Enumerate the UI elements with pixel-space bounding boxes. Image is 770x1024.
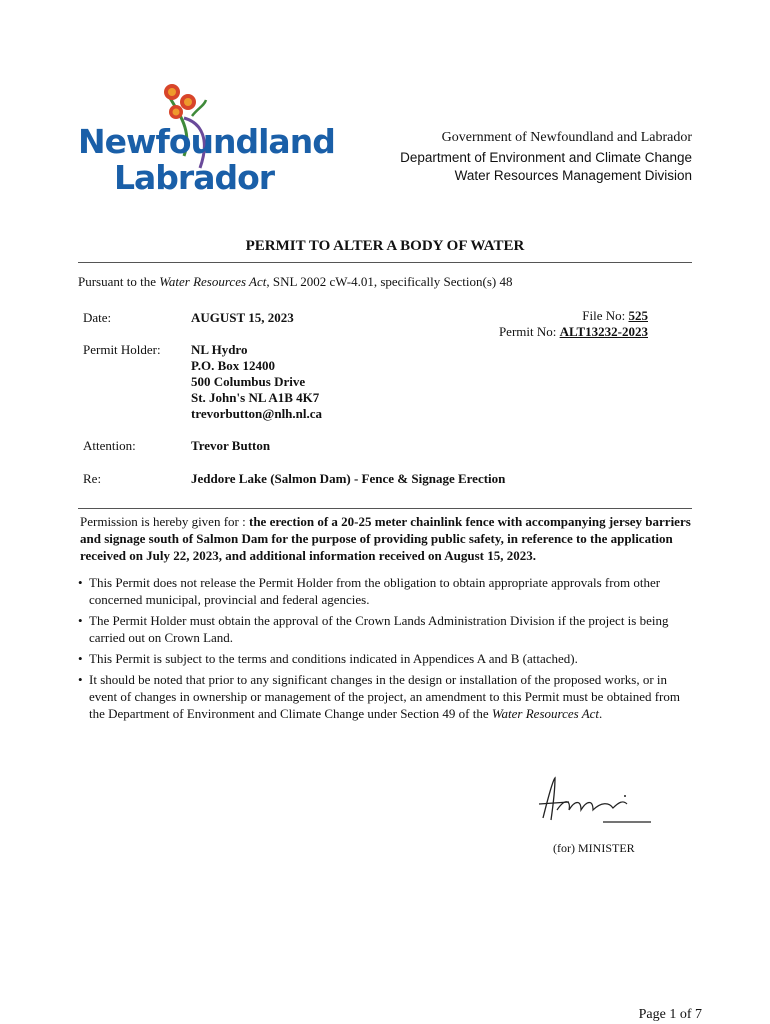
act-name: Water Resources Act bbox=[491, 706, 600, 721]
attention-label: Attention: bbox=[83, 438, 136, 453]
conditions-list bbox=[78, 574, 694, 726]
government-name: Government of Newfoundland and Labrador bbox=[441, 130, 692, 145]
holder-line: NL Hydro bbox=[191, 342, 248, 357]
attention-value: Trevor Button bbox=[191, 438, 271, 453]
re-value: Jeddore Lake (Salmon Dam) - Fence & Signage Erection bbox=[191, 471, 506, 486]
division-name: Water Resources Management Division bbox=[454, 168, 692, 183]
list-item: • This Permit does not release the Permit Holder from the obligation to obtain appropriate approvals from other concerned municipal, provincial and federal agencies. bbox=[78, 574, 694, 608]
permit-number: Permit No: ALT13232-2023 bbox=[498, 324, 648, 339]
divider bbox=[78, 262, 692, 263]
logo-word-labrador: Labrador bbox=[114, 158, 275, 197]
permit-holder-label: Permit Holder: bbox=[83, 342, 161, 357]
pursuant-statement: Pursuant to the Water Resources Act, SNL 2002 cW-4.01, specifically Section(s) 48 bbox=[78, 274, 513, 289]
signature-image bbox=[535, 774, 655, 830]
logo-word-newfoundland: Newfoundland bbox=[78, 122, 335, 161]
holder-line: 500 Columbus Drive bbox=[191, 374, 306, 389]
permit-holder-address bbox=[191, 342, 322, 422]
permit-number-value: ALT13232-2023 bbox=[559, 324, 648, 339]
list-item: • It should be noted that prior to any significant changes in the design or installation of the proposed works, or in event of changes in ownership or management of the project, an amendment to this Permit must be obtained from the Department of Environment and Climate Change under Section 49 of the Water Resources Act. bbox=[78, 671, 694, 722]
date-label: Date: bbox=[83, 310, 112, 325]
holder-email: trevorbutton@nlh.nl.ca bbox=[191, 406, 323, 421]
newfoundland-labrador-logo bbox=[72, 78, 335, 198]
re-label: Re: bbox=[83, 471, 102, 486]
permission-body: the erection of a 20-25 meter chainlink fence with accompanying jersey barriers and signage south of Salmon Dam for the purpose of providing public safety, in reference to the application received on July 22, 2023, and additional information received on August 15, 2023. bbox=[80, 514, 691, 563]
date-value: AUGUST 15, 2023 bbox=[191, 310, 294, 325]
act-name: Water Resources Act bbox=[159, 274, 267, 289]
file-number-value: 525 bbox=[628, 308, 648, 323]
list-item: • The Permit Holder must obtain the approval of the Crown Lands Administration Division if the project is being carried out on Crown Land. bbox=[78, 612, 694, 646]
page-title: PERMIT TO ALTER A BODY OF WATER bbox=[245, 238, 525, 254]
permission-statement: Permission is hereby given for : the erection of a 20-25 meter chainlink fence with accompanying jersey barriers and signage south of Salmon Dam for the purpose of providing public safety, in reference to the application received on July 22, 2023, and additional information received on August 15, 2023. bbox=[80, 514, 691, 563]
holder-line: P.O. Box 12400 bbox=[191, 358, 276, 373]
divider bbox=[78, 508, 692, 509]
department-name: Department of Environment and Climate Change bbox=[400, 150, 692, 165]
list-item: • This Permit is subject to the terms and conditions indicated in Appendices A and B (attached). bbox=[78, 650, 694, 667]
signature-caption: (for) MINISTER bbox=[553, 841, 635, 855]
holder-line: St. John's NL A1B 4K7 bbox=[191, 390, 320, 405]
page-number: Page 1 of 7 bbox=[638, 1007, 702, 1022]
file-number: File No: 525 bbox=[582, 308, 648, 323]
